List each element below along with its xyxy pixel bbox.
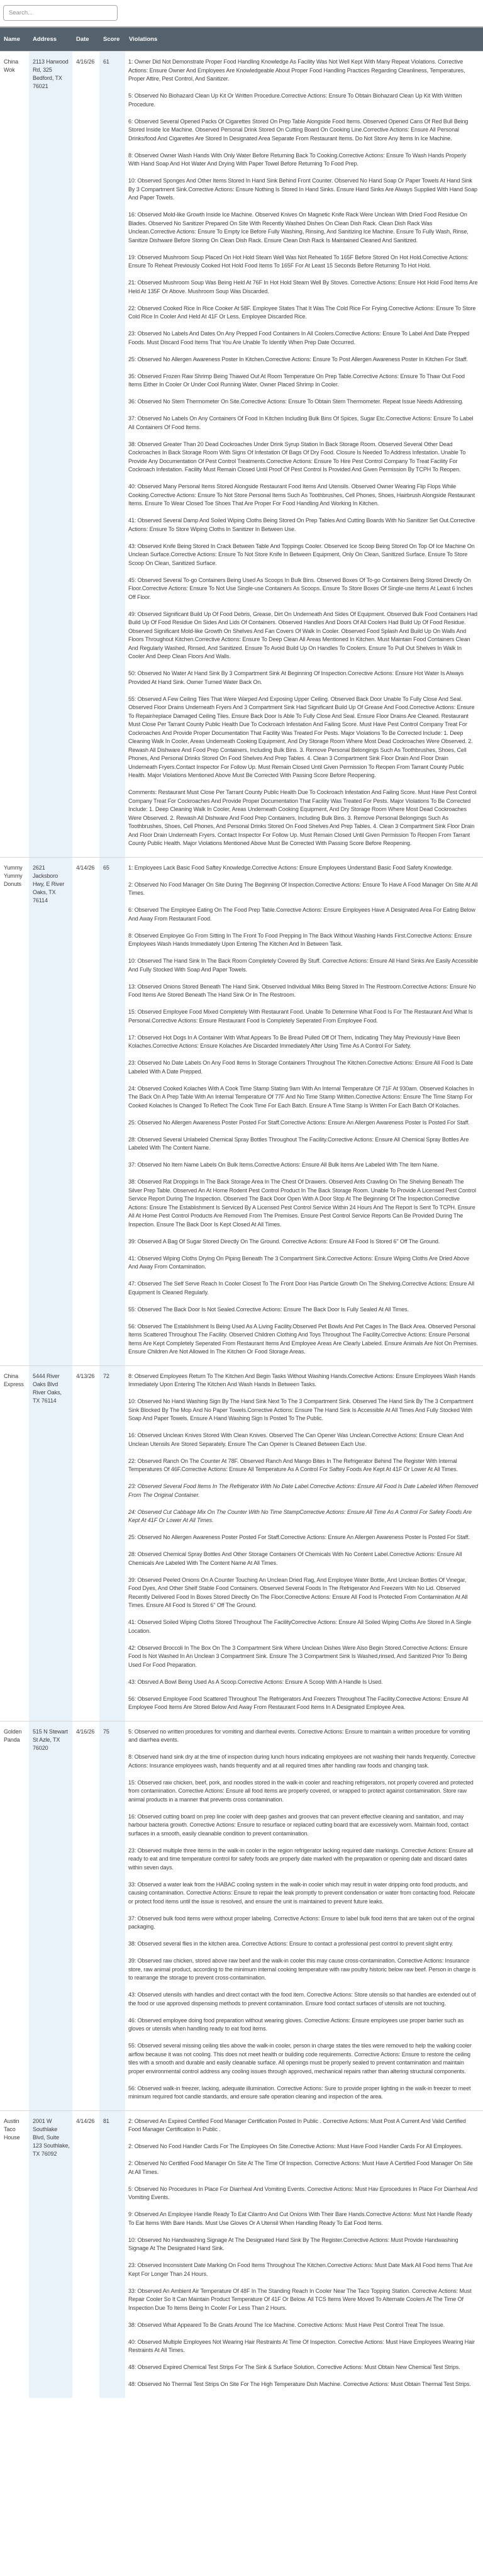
violation-paragraph: 10: Observed Sponges And Other Items Stored In Hand Sink Behind Front Counter. Observed No Hand Soap Or Paper Towels At Hand Sink By 3 Compartment Sink.Corrective Actions: Ensure Nothing Is Stored In Hand Sinks. Ensure Hand Sinks Are Always Supplied With Hand Soap And Paper Towels.	[128, 177, 477, 201]
score-cell: 81	[99, 2110, 125, 2398]
table-body	[0, 52, 483, 2398]
violation-paragraph: 38: Observed Rat Droppings In The Back Storage Area In The Chest Of Drawers. Observed Ants Crawling On The Shelving Beneath The Silver Prep Table. Observed An At Home Rodent Pest Control Product In The Back Storage Room. Unable To Provide A Licensed Pest Control Service Report During The Inspection. Observed The Back Door Open With A Door Stop At The Beginning Of The Inspection.Corrective Actions: Ensure The Establishment Is Serviced By A Licensed Pest Control Service Within 24 Hours And The Report Is Sent To TCPH. Ensure All At Home Pest Control Products Are Removed From The Premises. Ensure Pest Control Service Reports Can Be Provided During The Inspection. Ensure The Back Door Is Kept Closed At All Times.	[128, 1179, 476, 1228]
violation-paragraph: 55: Observed The Back Door Is Not Sealed.Corrective Actions: Ensure The Back Door Is Fully Sealed At All Times.	[128, 1306, 409, 1313]
column-header-score: Score	[99, 27, 125, 52]
search-bar	[0, 0, 483, 26]
violation-paragraph: 46: Observed employee doing food preparation without wearing gloves. Corrective Actions: Ensure employees use proper barrier such as gloves or utensils when handling ready to eat food items.	[128, 2017, 464, 2032]
violation-paragraph: 28: Observed Several Unlabeled Chemical Spray Bottles Throughout The Facility.Corrective Actions: Ensure All Chemical Spray Bottles Are Labeled With The Content Name.	[128, 1136, 469, 1151]
violation-paragraph: 41: Observed Soiled Wiping Cloths Stored Throughout The FacilityCorrective Actions: Ensure All Soiled Wiping Cloths Are Stored In A Single Location.	[128, 1619, 472, 1634]
violation-paragraph: 48: Observed No Thermal Test Strips On Site For The High Temperature Dish Machine. Corrective Actions: Must Obtain Thermal Test Strips.	[128, 2381, 471, 2387]
address-cell: 515 N Stewart St Azle, TX 76020	[29, 1721, 72, 2110]
date-cell: 4/14/26	[76, 2117, 95, 2124]
violation-paragraph: 40: Observed Multiple Employees Not Wearing Hair Restraints At Time Of Inspection. Corrective Actions: Must Have Employees Wearing Hair Restraints At All Times.	[128, 2338, 475, 2353]
column-header-date: Date	[72, 27, 99, 52]
violations-cell	[125, 857, 483, 1365]
violation-paragraph: 38: Observed several flies in the kitchen area. Corrective Actions: Ensure to contact a professional pest control to prevent slight entry.	[128, 1940, 453, 1947]
table-row	[0, 2110, 483, 2398]
violation-paragraph: 15: Observed Employee Food Mixed Completely With Restaurant Food. Unable To Determine What Food Is For The Restaurant And What Is Personal.Corrective Actions: Ensure Restaurant Food Is Completely Seperated From Employee Food.	[128, 1009, 473, 1024]
violations-cell	[125, 52, 483, 858]
score-cell: 75	[99, 1721, 125, 2110]
search-input[interactable]	[3, 5, 118, 21]
name-cell: Golden Panda	[4, 1728, 22, 1743]
violation-paragraph: 5: Observed no written procedures for vomiting and diarrheal events. Corrective Actions: Ensure to maintain a written procedure for vomiting and diarrhea events.	[128, 1728, 470, 1743]
date-cell: 4/16/26	[76, 59, 95, 65]
violation-paragraph: 33: Observed An Ambient Air Temperature Of 48F In The Standing Reach In Cooler Near The Taco Topping Station. Corrective Actions: Must Repair Cooler So It Can Maintain Product Temperature Of 41F Or Below. All TCS Items Were Moved To Alternate Coolers At The Time Of Inspection Due To Items Being In Cooler For Less Than 2 Hours.	[128, 2287, 472, 2311]
violation-paragraph: 16: Observed Mold-like Growth Inside Ice Machine. Observed Knives On Magnetic Knife Rack Were Unclean With Dried Food Residue On Blades. Observed No Sanitizer Prepared On Site With Recently Washed Dishes On Clean Dish Rack. Clean Dish Rack Was Unclean.Corrective Actions: Ensure To Empty Ice Before Fully Washing, Rinsing, And Sanitizing Ice Machine. Ensure To Fully Wash, Rinse, Sanitize Dishware Before Storing On Clean Dish Rack. Ensure Clean Dish Rack Is Maintained Cleaned And Sanitized.	[128, 211, 469, 244]
violation-paragraph: 22: Observed Ranch On The Counter At 78F. Observed Ranch And Mango Bites In The Refrigerator Behind The Register With Internal Temperatures Of 46F.Corrective Actions: Ensure All Temperature As A Control For Saftey Foods Are Kept At 41F Or Lower At All Times.	[128, 1457, 458, 1472]
inspections-table	[0, 26, 483, 2398]
violation-paragraph: 2: Observed No Food Manager On Site During The Beginning Of Inspection.Corrective Actions: Ensure To Have A Food Manager On Site At All Times.	[128, 881, 478, 896]
violation-paragraph: 23: Observed No Labels And Dates On Any Prepped Food Containers In All Coolers.Corrective Actions: Ensure To Label And Date Prepped Foods. Must Discard Food Items That You Are Unable To Identify When Prep Date Occurred.	[128, 330, 470, 345]
violation-paragraph: 24: Observed Cooked Kolaches With A Cook Time Stamp Stating 9am With An Internal Temperature Of 71F At 930am. Observed Kolaches In The Back On A Prep Table With An Internal Temperature Of 77F And No Time Stamp Written.Corrective Actions: Ensure The Time Stamp For Cooked Kolaches Is Changed To Reflect The Cook Time For Each Batch. Ensure A Time Stamp Is Written For Each Batch Of Kolaches.	[128, 1085, 474, 1109]
name-cell: China Express	[4, 1372, 24, 1387]
violation-paragraph: 13: Observed Onions Stored Beneath The Hand Sink. Observed Individual Milks Being Stored In The Restroom.Corrective Actions: Ensure No Food Items Are Stored Beneath The Hand Sink Or In The Restroom.	[128, 983, 476, 998]
violation-paragraph: 16: Observed Unclean Knives Stored With Clean Knives. Observed The Can Opener Was Unclean.Corrective Actions: Ensure Clean And Unclean Utensils Are Stored Separately. Ensure The Can Opener Is Cleaned Between Each Use.	[128, 1432, 464, 1447]
violation-paragraph: 42: Observed Broccoli In The Box On The 3 Compartment Sink Where Unclean Dishes Were Also Begin Stored.Corrective Actions: Ensure Food Is Not Washed In An Unclean 3 Compartment Sink. Ensure The 3 Compartment Sink Is Washed,rinsed, And Sanitized Prior To Being Used For Food Preparation.	[128, 1644, 468, 1668]
violation-paragraph: 10: Observed The Hand Sink In The Back Room Completely Covered By Stuff. Corrective Actions: Ensure All Hand Sinks Are Easily Accessible And Fully Stocked With Soap And Paper Towels.	[128, 958, 479, 973]
violation-paragraph: 56: Observed The Establishment Is Being Used As A Living Facility.Observed Pet Bowls And Pet Cages In The Back Area. Observed Personal Items Scattered Throughout The Facility. Observed Children Clothing And Toys Throughout The Facility.Corrective Actions: Ensure Personal Items Are Kept Completely Seperated From Restaurant Items And Employee Areas Are Clearly Labeled. Ensure Animals Are Not On Premises. Ensure Children Are Not Allowed In The Kitchen Or Food Storage Areas.	[128, 1323, 478, 1355]
column-header-name: Name	[0, 27, 29, 52]
violation-paragraph: 33: Observed a water leak from the HABAC cooling system in the walk-in cooler which may result in water dripping onto food products, and causing contamination. Corrective Actions: Ensure to repair the leak promptly to prevent condensation or water from contacting food. Relocate or protect food items until the issue is resolved, and ensure the unit is maintained to prevent future leaks.	[128, 1881, 475, 1905]
violation-paragraph: 5: Observed No Procedures In Place For Diarrheal And Vomiting Events. Corrective Actions: Must Hav Eprocedures In Place For Diarrheal And Vomiting Events.	[128, 2185, 478, 2200]
violation-paragraph: 28: Observed Chemical Spray Bottles And Other Storage Containers Of Chemicals With No Content Label.Corrective Actions: Ensure All Chemicals Are Labeled With The Content Name At All Times.	[128, 1551, 462, 1566]
violation-paragraph: 19: Observed Mushroom Soup Placed On Hot Hold Steam Well Was Not Reheated To 165F Before Stored On Hot Hold.Corrective Actions: Ensure To Reheat Previously Cooked Hot Hold Food Items To 165F For At Least 15 Seconds Before Returning To Hot Hold.	[128, 254, 469, 269]
column-header-violations: Violations	[125, 27, 483, 52]
violation-paragraph: 56: Observed Employee Food Scattered Throughout The Refrigerators And Freezers Throughout The Facility.Corrective Actions: Ensure All Employee Food Items Are Stored Below And Away From Restaurant Food Items In A Designated Employee Area.	[128, 1695, 469, 1710]
violation-paragraph: 25: Observed No Allergen Awareness Poster In Kitchen.Corrective Actions: Ensure To Post Allergen Awareness Poster In Kitchen For Staff.	[128, 356, 468, 362]
score-cell: 61	[99, 52, 125, 858]
violation-paragraph: 9: Observed An Employee Handle Ready To Eat Cilantro And Cut Onions With Their Bare Hands.Corrective Actions: Must Not Handle Ready To Eat Items With Bare Hands. Must Use Gloves Or A Utensil When Handling Ready To Eat Food Items.	[128, 2211, 472, 2226]
violation-paragraph: 6: Observed The Employee Eating On The Food Prep Table.Corrective Actions: Ensure Employees Have A Designated Area For Eating Below And Away From Restaurant Food.	[128, 907, 475, 922]
violation-paragraph: 10: Observed No Hand Washing Sign By The Hand Sink Next To The 3 Compartment Sink. Observed The Hand Sink By The 3 Compartment Sink Blocked By The Mop And No Paper Towels.Corrective Actions: Ensure The Hand Sink Is Accessible At All Times And Fully Stocked With Soap And Paper Towels. Ensure A Hand Washing Sign Is Posted To The Public.	[128, 1398, 474, 1421]
violation-paragraph: 43: Obsrved A Bowl Being Used As A Scoop.Corrective Actions: Ensure A Scoop With A Handle Is Used.	[128, 1678, 383, 1685]
violation-paragraph: 24: Observed Cut Cabbage Mix On The Counter With No Time StampCorrective Actions: Ensure All Time As A Control For Safety Foods Are Kept At 41F Or Lower At All Times.	[128, 1508, 472, 1523]
violation-paragraph: 55: Observed A Few Ceiling Tiles That Were Warped And Exposing Upper Ceiling. Observed Back Door Unable To Fully Close And Seal. Observed Floor Drains Underneath Fryers And 3 Compartment Sink Had Significant Build Up Of Grease And Food.Corrective Actions: Ensure To Repair/replace Damaged Ceiling Tiles. Ensure Back Door Is Able To Fully Close And Seal. Ensure Floor Drains Are Cleaned. Restaurant Must Close Per Tarrant County Public Health Due To Cockroach Infestation And Failing Score. Must Have Pest Control Company Treat For Cockroaches And Provide Proper Documentation That Facility Was Treated For Pests. Major Violations To Be Corrected Include: 1. Deep Cleaning Walk In Cooler, Areas Underneath Cooking Equipment, And Dry Storage Room Where Most Dead Cockroaches Were Observed. 2. Rewash All Dishware And Food Prep Containers, Including Bulk Bins. 3. Remove Personal Belongings Such As Toothbrushes, Shoes, Cell Phones, And Personal Drinks Stored On Food Shelves And Prep Tables. 4. Clean 3 Compartment Sink Floor Drain And Floor Drain Underneath Fryers.Contact Inspector For Follow Up. Must Remain Closed Until Given Permission To Reopen From Tarrant County Public Health. Major Violations Mentioned Above Must Be Corrected With Passing Score Before Reopening.	[128, 695, 475, 778]
score-cell: 72	[99, 1365, 125, 1721]
violation-paragraph: 37: Observed bulk food items were without proper labeling. Corrective Actions: Ensure to label bulk food items that are taken out of the orginal packaging.	[128, 1915, 475, 1930]
date-cell: 4/13/26	[76, 1372, 95, 1379]
violation-paragraph: 48: Observed Expired Chemical Test Strips For The Sink & Surface Solution. Corrective Actions: Must Obtain New Chemical Test Strips.	[128, 2364, 460, 2370]
violation-paragraph: 50: Observed No Water At Hand Sink By 3 Compartment Sink At Beginning Of Inspection.Corrective Actions: Ensure Hot Water Is Always Provided At Hand Sink. Owner Turned Water Back On.	[128, 670, 464, 685]
violation-paragraph: 36: Observed No Stem Thermometer On Site.Corrective Actions: Ensure To Obtain Stem Thermometer. Repeat Issue Needs Addressing.	[128, 398, 464, 405]
violation-paragraph: 8: Observed Owner Wash Hands With Only Water Before Returning Back To Cooking.Corrective Actions: Ensure To Wash Hands Properly With Hand Soap And Hot Water And Drying With Paper Towel Before Returning To Food Prep.	[128, 152, 467, 167]
table-header	[0, 27, 483, 52]
table-row	[0, 1721, 483, 2110]
violation-paragraph: 45: Observed Several To-go Containers Being Used As Scoops In Bulk Bins. Observed Boxes Of To-go Containers Being Stored Directly On Floor.Corrective Actions: Ensure To Not Use Single-use Containers As Scoops. Ensure To Store Boxes Of Single-use Items At Least 6 Inches Off Floor.	[128, 576, 473, 600]
violation-paragraph: 40: Observed Many Personal Items Stored Alongside Restaurant Food Items And Utensils. Observed Owner Wearing Flip Flops While Cooking.Corrective Actions: Ensure To Not Store Personal Items Such As Toothbrushes, Cell Phones, Shoes, Hairbrush Alongside Restaurant Items. Ensure To Wear Closed Toe Shoes That Are Proper For Food Handling And Working In Kitchen.	[128, 483, 475, 507]
violation-paragraph: Comments: Restaurant Must Close Per Tarrant County Public Health Due To Cockroach Infestation And Failing Score. Must Have Pest Control Company Treat For Cockroaches And Provide Proper Documentation That Facility Was Treated For Pests. Major Violations To Be Corrected Include: 1. Deep Cleaning Walk In Cooler, Areas Underneath Cooking Equipment, And Dry Storage Room Where Most Dead Cockroaches Were Observed. 2. Rewash All Dishware And Food Prep Containers, Including Bulk Bins. 3. Remove Personal Belongings Such As Toothbrushes, Shoes, Cell Phones, And Personal Drinks Stored On Food Shelves And Prep Tables. 4. Clean 3 Compartment Sink Floor Drain And Floor Drain Underneath Fryers. Contact Inspector For Follow Up. Must Remain Closed Until Given Permission To Reopen From Tarrant County Public Health. Major Violations Mentioned Above Must Be Corrected With Passing Score Before Reopening.	[128, 789, 477, 846]
violation-paragraph: 38: Observed What Appeared To Be Gnats Around The Ice Machine. Corrective Actions: Must Have Pest Control Treat The Issue.	[128, 2321, 445, 2328]
violation-paragraph: 25: Observed No Allergen Awareness Poster Posted For Staff.Corrective Actions: Ensure An Allergen Awareness Poster Is Posted For Staff.	[128, 1534, 470, 1540]
violation-paragraph: 43: Observed utensils with handles and direct contact with the food item. Corrective Actions: Store utensils so that handles are extended out of the food or use approved dispensing methods to prevent contamination. Ensure food contact surfaces of utensils are not touching.	[128, 1991, 476, 2007]
violation-paragraph: 15: Observed raw chicken, beef, pork, and noodles stored in the walk-in cooler and reaching refrigerators, not properly covered and protected from contamination. Corrective Actions: Ensure all food items are properly covered, or wrapped to protect against contamination. Store raw animal products in a manner that prevents cross contamination.	[128, 1779, 474, 1803]
violation-paragraph: 2: Observed No Food Handler Cards For The Employees On Site.Corrective Actions: Must Have Food Handler Cards For All Employees.	[128, 2143, 463, 2149]
violation-paragraph: 49: Observed Significant Build Up Of Food Debris, Grease, Dirt On Underneath And Sides Of Equipment. Observed Bulk Food Containers Had Build Up Of Food Residue On Sides And Lids Of Containers. Observed Handles And Doors Of All Coolers Had Build Up Of Food Residue. Observed Significant Mold-like Growth On Shelves And Fan Covers Of Walk In Cooler. Observed Food Splash And Build Up On Walls And Floors Throughout Kitchen.Corrective Actions: Ensure To Deep Clean All Areas Mentioned In Kitchen. Must Maintain Food Containers Clean And Regularly Washed, Rinsed, And Sanitized. Ensure To Avoid Build Up On Handles To Coolers. Ensure To Pull Out Shelves In Walk In Cooler And Deep Clean Floors And Walls.	[128, 610, 477, 659]
violation-paragraph: 22: Observed Cooked Rice In Rice Cooker At 58F. Employee States That It Was The Cold Rice For Frying.Corrective Actions: Ensure To Store Cold Rice In Cooler And Held At 41F Or Less. Employee Discarded Rice.	[128, 305, 476, 320]
address-cell: 5444 River Oaks Blvd River Oaks, TX 76114	[29, 1365, 72, 1721]
violation-paragraph: 10: Observed No Handwashing Signage At The Designated Hand Sink By The Register.Corrective Actions: Must Provide Handwashing Signage At The Designated Hand Sink.	[128, 2236, 458, 2251]
name-cell: Austin Taco House	[4, 2117, 20, 2141]
violation-paragraph: 2: Observed An Expired Certified Food Manager Certification Posted In Public . Corrective Actions: Must Post A Current And Valid Certified Food Manager Certification In Public .	[128, 2117, 466, 2132]
violation-paragraph: 39: Observed raw chicken, stored above raw beef and the walk-in cooler this may cause cross-contamination. Corrective Actions: Insurance store, raw animal product, according to the minimum internal cooking temperature with raw poultry historic below raw beef. Person in charge is to rearrange the storage to prevent cross-contamination.	[128, 1957, 476, 1981]
violation-paragraph: 8: Observed Employees Return To The Kitchen And Begin Tasks Without Washing Hands.Corrective Actions: Ensure Employees Wash Hands Immediately Upon Entering The Kitchen And Wash Hands In Between Tasks.	[128, 1372, 475, 1387]
violation-paragraph: 23: Observed Several Food Items In The Refrigerator With No Date Label.Corrective Actions: Ensure All Food Is Date Labeled When Removed From The Original Container.	[128, 1483, 479, 1498]
name-cell: China Wok	[4, 59, 19, 73]
violation-paragraph: 38: Observed Greater Than 20 Dead Cockroaches Under Drink Syrup Station In Back Storage Room. Observed Several Other Dead Cockroaches In Back Storage Room With Signs Of Infestation Of Bags Of Dry Food. Closure Is Needed To Address Infestation. Unable To Provide Any Documentation Of Pest Control Treatments.Corrective Actions: Ensure To Hire Pest Control Company To Treat Facility For Cockroach Infestation. Facility Must Remain Closed Until Proof Of Pest Control Is Provided And Given Permission By TCPH To Reopen.	[128, 440, 466, 473]
violation-paragraph: 21: Observed Mushroom Soup Was Being Held At 76F In Hot Hold Steam Well By Stoves. Corrective Actions: Ensure Hot Hold Food Items Are Held At 135F Or Above. Mushroom Soup Was Discarded.	[128, 279, 478, 294]
violation-paragraph: 39: Observed A Bag Of Sugar Stored Directly On The Ground. Corrective Actions: Ensure All Food Is Stored 6" Off The Ground.	[128, 1238, 440, 1245]
name-cell: Yummy Yummy Donuts	[4, 864, 23, 887]
violation-paragraph: 2: Observed No Certified Food Manager On Site At The Time Of Inspection. Corrective Actions: Must Have A Certified Food Manager On Site At All Times.	[128, 2160, 473, 2175]
violation-paragraph: 6: Observed Several Opened Packs Of Cigarettes Stored On Prep Table Alongside Food Items. Observed Opened Cans Of Red Bull Being Stored Inside Ice Machine. Observed Personal Drink Stored On Cutting Board On Cooking Line.Corrective Actions: Ensure All Personal Drinks/food And Cigarettes Are Stored In Designated Area Separate From Restaurant Items. Do Not Store Any Items In Ice Machine.	[128, 118, 469, 142]
violation-paragraph: 16: Observed cutting board on prep line cooler with deep gashes and grooves that can prevent effective cleaning and sanitation, and may harbour bacteria growth. Corrective Actions: Ensure to resurface or replaced cutting board that are excessively worn. Maintain food, contact surfaces in a smooth, easily cleanable condition to prevent contamination.	[128, 1813, 469, 1837]
table-row	[0, 52, 483, 858]
violation-paragraph: 1: Owner Did Not Demonstrate Proper Food Handling Knowledge As Facility Was Not Well Kept With Many Repeat Violations. Corrective Actions: Ensure Owner And Employees Are Knowledgeable About Proper Food Handling Practices Regarding Cleanliness, Temperatures, Proper Attire, Pest Control, And Sanitizer.	[128, 59, 465, 82]
violation-paragraph: 8: Observed Employee Go From Sitting In The Front To Food Prepping In The Back Without Washing Hands First.Corrective Actions: Ensure Employees Wash Hands Immediately Upon Entering The Kitchen And In Between Task.	[128, 932, 472, 947]
violation-paragraph: 23: Observed multiple three items in the walk-in cooler in the region refrigerator lacking required date markings. Corrective Actions: Ensure all ready to eat and time temperature control for safety foods are properly date marked with the preparation or opening date and discard dates within seven days.	[128, 1847, 474, 1871]
violation-paragraph: 5: Observed No Biohazard Clean Up Kit Or Written Procedure.Corrective Actions: Ensure To Obtain Biohazard Clean Up Kit With Written Procedure.	[128, 92, 462, 108]
table-row	[0, 857, 483, 1365]
violation-paragraph: 8: Observed hand sink dry at the time of inspection during lunch hours indicating employees are not washing their hands frequently. Corrective Actions: Insurance employees wash, hands frequently and at all required times after handling raw foods and changing task.	[128, 1754, 475, 1769]
violation-paragraph: 47: Observed The Self Serve Reach In Cooler Closest To The Front Door Has Particle Growth On The Shelving.Corrective Actions: Ensure All Equipment Is Cleaned Regularly.	[128, 1280, 474, 1296]
address-cell: 2001 W Southlake Blvd, Suite 123 Southlake, TX 76092	[29, 2110, 72, 2398]
score-cell: 65	[99, 857, 125, 1365]
violation-paragraph: 23: Observed Inconsistent Date Marking On Food Items Throughout The Kitchen.Corrective Actions: Must Date Mark All Food Items That Are Kept For Longer Than 24 Hours.	[128, 2262, 473, 2277]
violation-paragraph: 37: Observed No Item Name Labels On Bulk Items.Corrective Actions: Ensure All Bulk Items Are Labeled With The Item Name.	[128, 1162, 439, 1168]
violations-cell	[125, 1721, 483, 2110]
violations-cell	[125, 2110, 483, 2398]
address-cell: 2621 Jacksboro Hwy, E River Oaks, TX 76114	[29, 857, 72, 1365]
violation-paragraph: 41: Observed Wiping Cloths Drying On Piping Beneath The 3 Compartment Sink.Corrective Actions: Ensure Wiping Cloths Are Dried Above And Away From Contamination.	[128, 1255, 470, 1270]
violation-paragraph: 39: Observed Peeled Onions On A Counter Touching An Unclean Dried Rag, And Employee Water Bottle, And Unclean Bottles Of Vinegar, Food Dyes, And Other Shelf Stable Food Containers. Observed Several Foods In The Refrigerator And Freezers With No Lid. Observed Recently Delivered Food In Boxes Stored Directly On The Floor.Corrective Actions: Ensure All Food Is Protected From Contamination At All Times. Ensure All Food Is Stored 6" Off The Ground.	[128, 1576, 468, 1608]
violation-paragraph: 35: Observed Frozen Raw Shrimp Being Thawed Out At Room Temperature On Prep Table.Corrective Actions: Ensure To Thaw Out Food Items Either In Cooler Or Under Cool Running Water. Owner Placed Shrimp In Cooler.	[128, 372, 465, 388]
violation-paragraph: 56: Observed walk-in freezer, lacking, adequate illumination. Corrective Actions: Sure to provide proper lighting in the walk-in freezer to meet minimum required foot candle standards, and ensure safe operation cleaning and inspection of the area.	[128, 2085, 471, 2100]
date-cell: 4/14/26	[76, 864, 95, 871]
table-row	[0, 1365, 483, 1721]
violation-paragraph: 55: Observed several missing ceiling tiles above the walk-in cooler, person in charge states the tiles were removed to help the walking cooler airflow because it was not cooling. This does not meet health or building code requirements. Corrective Actions: Ensure to restore the ceiling tiles with a smooth and durable and easily cleanable surface. All openings must be properly sealed to prevent contamination and maintain proper environmental control address any cooling issues through approved, mechanical repairs rather than altering structural components.	[128, 2042, 472, 2075]
violation-paragraph: 37: Observed No Labels On Any Containers Of Food In Kitchen Including Bulk Bins Of Spices, Sugar Etc.Corrective Actions: Ensure To Label All Containers Of Food Items.	[128, 415, 474, 430]
violation-paragraph: 1: Employees Lack Basic Food Saftey Knowledge.Corrective Actions: Ensure Employees Understand Basic Food Safety Knowledge.	[128, 864, 453, 871]
violation-paragraph: 23: Observed No Date Labels On Any Food Items In Storage Containers Throughout The Kitchen.Corrective Actions: Ensure All Food Is Date Labeled With A Date Prepped.	[128, 1060, 474, 1075]
violation-paragraph: 41: Observed Several Damp And Soiled Wiping Cloths Being Stored On Prep Tables And Cutting Boards With No Sanitizer Set Out.Corrective Actions: Ensure To Store Wiping Cloths In Sanitizer In Between Use.	[128, 517, 475, 532]
violation-paragraph: 17: Observed Hot Dogs In A Container With What Appears To Be Bread Pulled Off Of Them, Indicating They May Previously Have Been Kolaches.Corrective Actions: Ensure Kolaches Are Discarded Immediately After Using Time As A Control For Safety.	[128, 1034, 460, 1049]
violations-cell	[125, 1365, 483, 1721]
violation-paragraph: 25: Observed No Allergen Awareness Poster Posted For Staff.Corrective Actions: Ensure An Allergen Awareness Poster Is Posted For Staff.	[128, 1119, 470, 1126]
address-cell: 2113 Harwood Rd, 325 Bedford, TX 76021	[29, 52, 72, 858]
column-header-address: Address	[29, 27, 72, 52]
violation-paragraph: 43: Observed Knife Being Stored In Crack Between Table And Toppings Cooler. Observed Ice Scoop Being Stored On Top Of Ice Machine On Unclean Surface.Corrective Actions: Ensure To Not Store Knife In Between Equipment, Only On Clean, Sanitized Surface. Ensure To Store Scoop On Clean, Sanitized Surface.	[128, 542, 475, 566]
date-cell: 4/16/26	[76, 1728, 95, 1735]
